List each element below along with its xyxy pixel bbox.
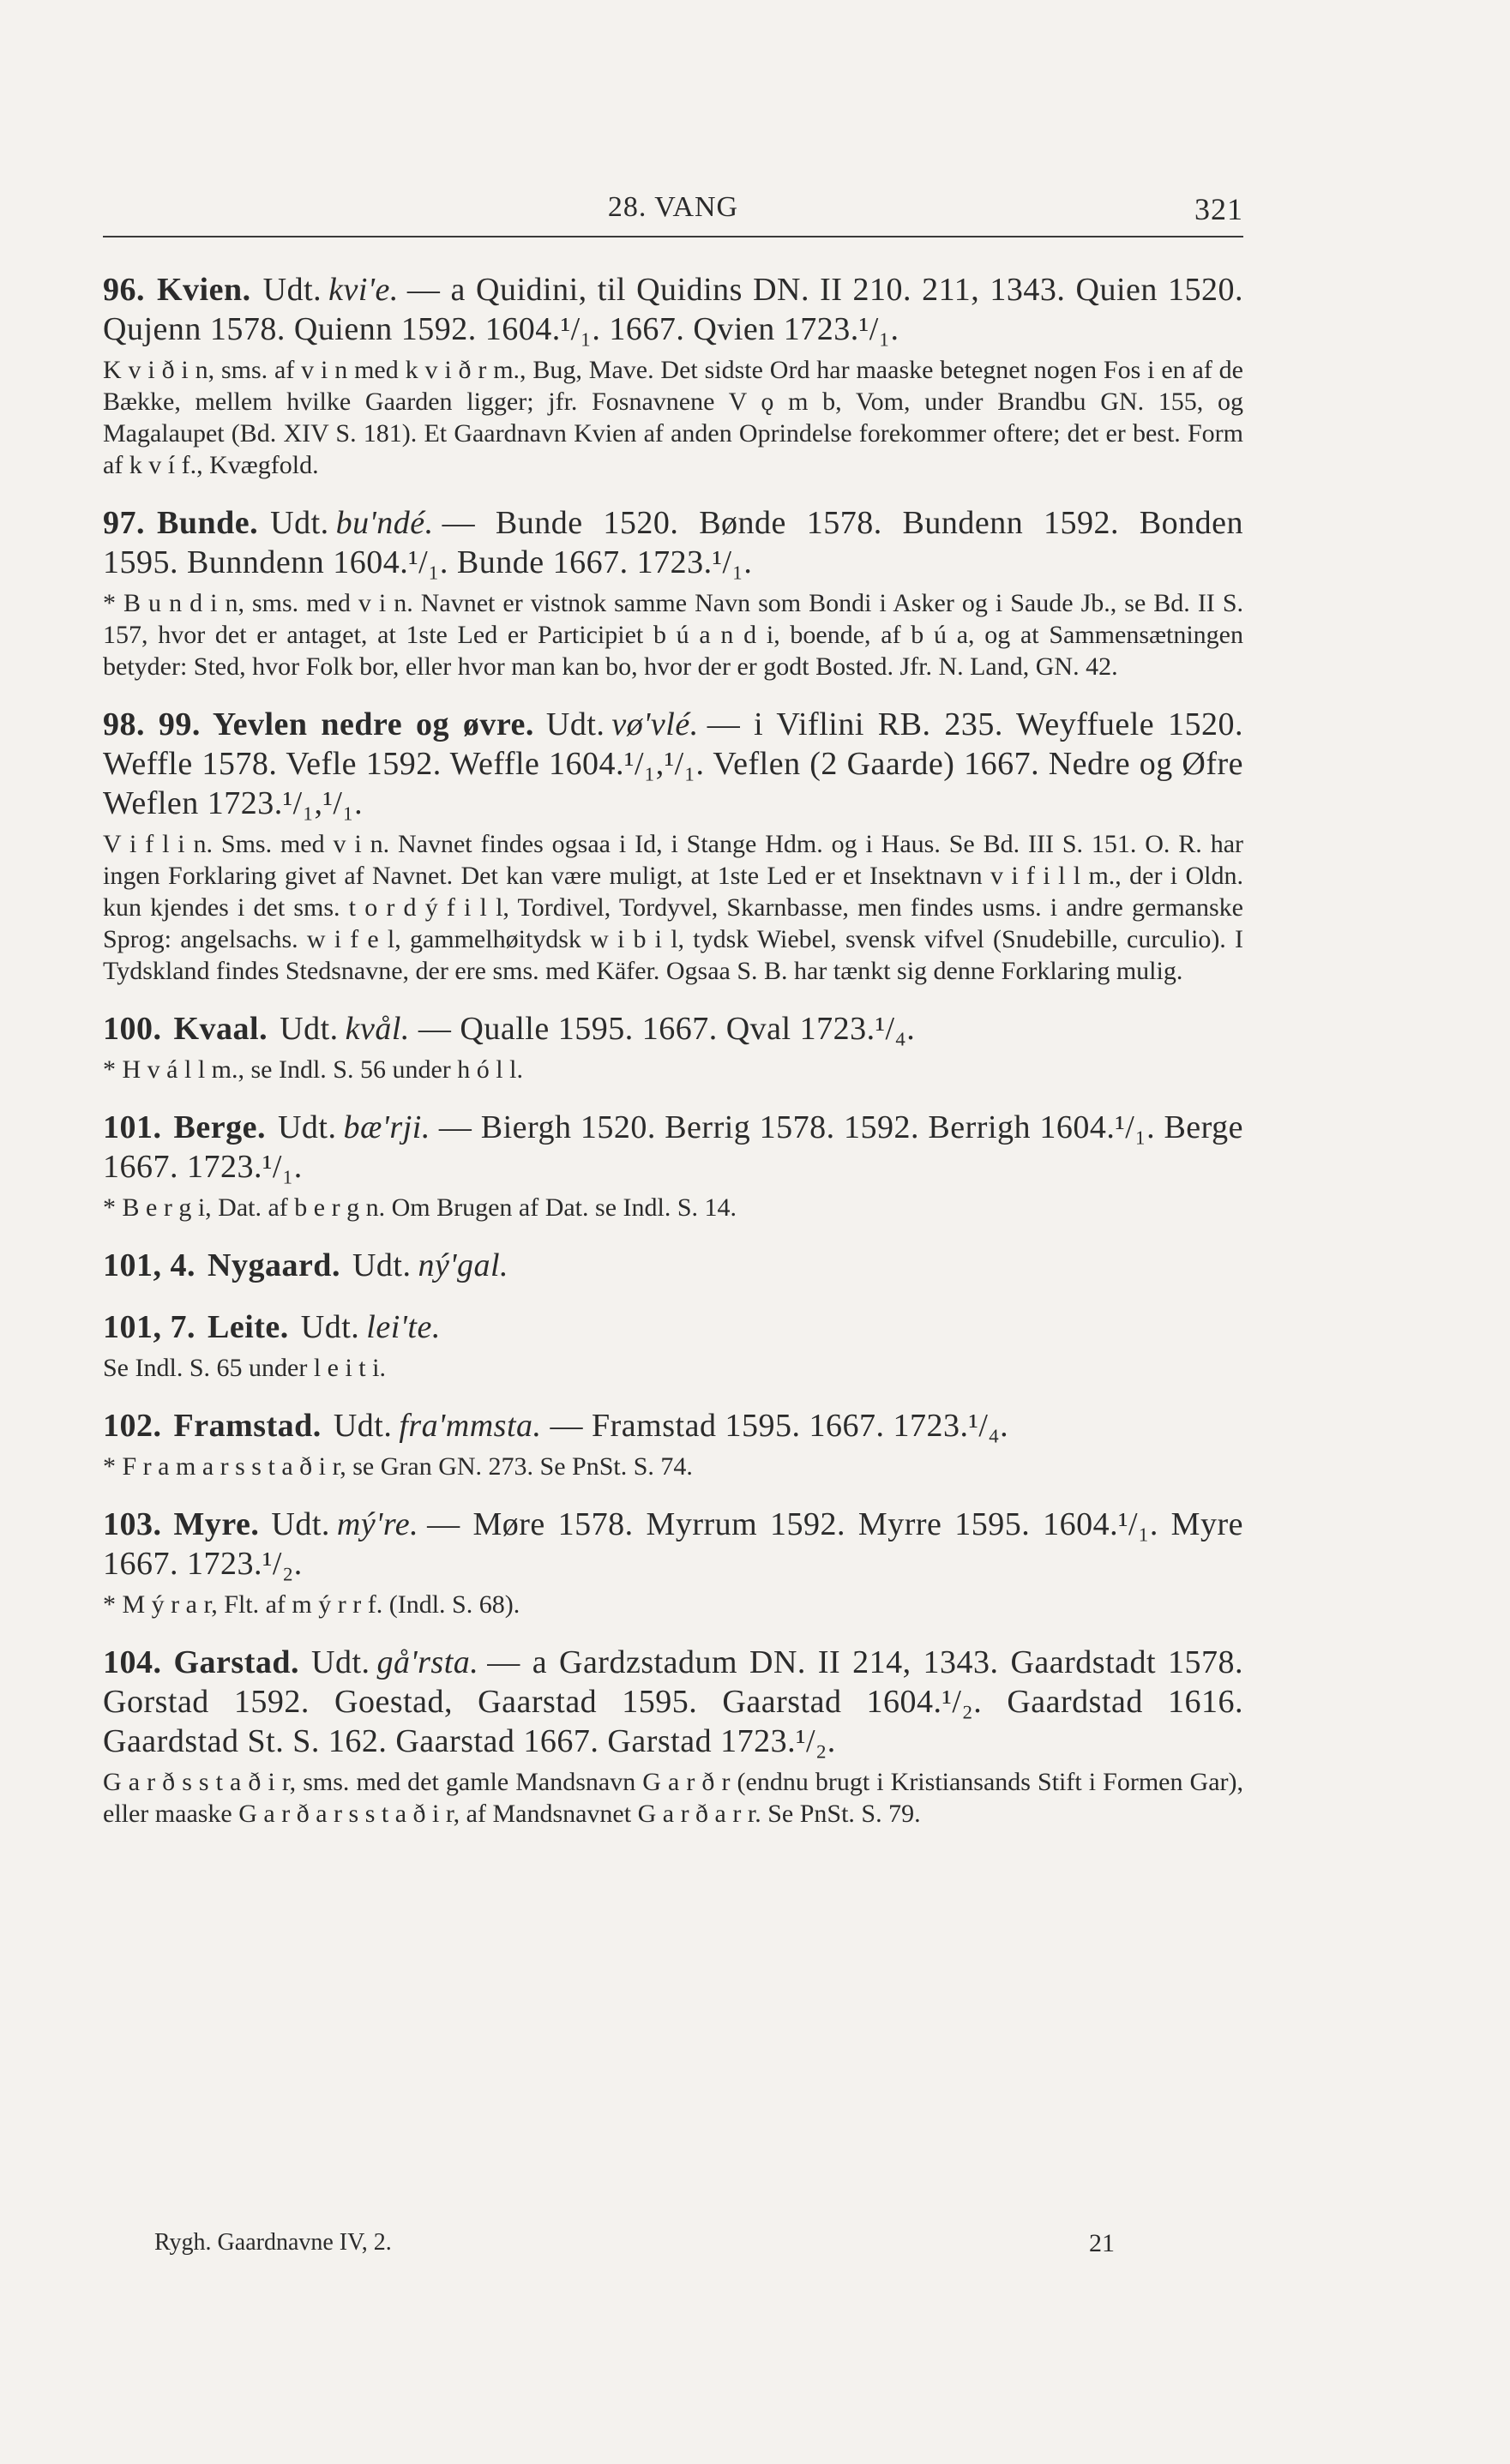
farm-name: Bunde.	[157, 505, 259, 541]
pronunciation: kvål.	[345, 1011, 410, 1047]
entry-head	[103, 1406, 1243, 1445]
historical-forms: — Møre 1578. Myrrum 1592. Myrre 1595. 1604.¹/₁. Myre 1667. 1723.¹/₂.	[103, 1506, 1243, 1582]
entry-head	[103, 270, 1243, 349]
udt-label: Udt.	[311, 1644, 370, 1680]
pronunciation: vø'vlé.	[611, 706, 699, 742]
pronunciation: lei'te.	[366, 1309, 441, 1345]
entry-note: V i f l i n. Sms. med v i n. Navnet findes ogsaa i Id, i Stange Hdm. og i Haus. Se Bd. III S. 151. O. R. har ingen Forklaring givet af Navnet. Det kan være muligt, at 1ste Led er et Insektnavn v i f i l l m., der i Oldn. kun kjendes i det sms. t o r d ý f i l l, Tordivel, Tordyvel, Skarnbasse, men findes usms. i andre germanske Sprog: angelsachs. w i f e l, gammelhøitydsk w i b i l, tydsk Wiebel, svensk vifvel (Snudebille, curculio). I Tydskland findes Stedsnavne, der ere sms. med Käfer. Ogsaa S. B. har tænkt sig denne Forklaring mulig.	[103, 830, 1243, 985]
entry-96	[103, 270, 1243, 481]
page-footer	[154, 2229, 1115, 2257]
entry-head	[103, 503, 1243, 582]
udt-label: Udt.	[545, 706, 605, 742]
udt-label: Udt.	[277, 1109, 337, 1145]
pronunciation: ný'gal.	[418, 1247, 509, 1283]
entry-head	[103, 1246, 1243, 1285]
entry-101-7	[103, 1307, 1243, 1384]
udt-label: Udt.	[271, 1506, 330, 1542]
udt-label: Udt.	[262, 272, 322, 308]
entry-note: * B e r g i, Dat. af b e r g n. Om Brugen af Dat. se Indl. S. 14.	[103, 1193, 737, 1222]
pronunciation: mý're.	[336, 1506, 419, 1542]
running-head	[103, 184, 1243, 237]
entry-list	[103, 270, 1243, 1830]
pronunciation: gå'rsta.	[376, 1644, 479, 1680]
entry-number: 104.	[103, 1644, 162, 1680]
entry-number: 101.	[103, 1109, 162, 1145]
signature-mark: 21	[1089, 2229, 1115, 2257]
entry-101-4	[103, 1246, 1243, 1285]
entry-note: * B u n d i n, sms. med v i n. Navnet er vistnok samme Navn som Bondi i Asker og i Saude Jb., se Bd. II S. 157, hvor det er antaget, at 1ste Led er Participiet b ú a n d i, boende, af b ú a, og at Sammensætningen betyder: Sted, hvor Folk bor, eller hvor man kan bo, hvor der er godt Bosted. Jfr. N. Land, GN. 42.	[103, 589, 1243, 681]
pronunciation: fra'mmsta.	[399, 1408, 542, 1444]
entry-number: 97.	[103, 505, 145, 541]
entry-head	[103, 1009, 1243, 1049]
udt-label: Udt.	[352, 1247, 412, 1283]
entry-number: 98. 99.	[103, 706, 201, 742]
entry-note: * H v á l l m., se Indl. S. 56 under h ó l l.	[103, 1055, 523, 1084]
entry-head	[103, 1108, 1243, 1187]
entry-number: 96.	[103, 272, 145, 308]
farm-name: Berge.	[173, 1109, 266, 1145]
pronunciation: bæ'rji.	[343, 1109, 430, 1145]
page-number: 321	[1194, 192, 1243, 226]
entry-head	[103, 1505, 1243, 1584]
historical-forms: — Biergh 1520. Berrig 1578. 1592. Berrigh 1604.¹/₁. Berge 1667. 1723.¹/₁.	[103, 1109, 1243, 1185]
entry-number: 100.	[103, 1011, 162, 1047]
entry-head	[103, 1307, 1243, 1347]
historical-forms: — a Quidini, til Quidins DN. II 210. 211, 1343. Quien 1520. Qujenn 1578. Quienn 1592. 1604.¹/₁. 1667. Qvien 1723.¹/₁.	[103, 272, 1243, 347]
entry-note: Se Indl. S. 65 under l e i t i.	[103, 1354, 386, 1382]
udt-label: Udt.	[280, 1011, 339, 1047]
entry-102	[103, 1406, 1243, 1482]
historical-forms: — Framstad 1595. 1667. 1723.¹/₄.	[550, 1408, 1009, 1444]
entry-97	[103, 503, 1243, 682]
entry-98-99	[103, 705, 1243, 987]
farm-name: Leite.	[208, 1309, 289, 1345]
page-title: 28. VANG	[607, 191, 739, 223]
pronunciation: kvi'e.	[328, 272, 399, 308]
udt-label: Udt.	[270, 505, 329, 541]
entry-note: * M ý r a r, Flt. af m ý r r f. (Indl. S. 68).	[103, 1590, 520, 1619]
entry-number: 103.	[103, 1506, 162, 1542]
entry-number: 101, 4.	[103, 1247, 196, 1283]
entry-101	[103, 1108, 1243, 1223]
historical-forms: — Bunde 1520. Bønde 1578. Bundenn 1592. Bonden 1595. Bunndenn 1604.¹/₁. Bunde 1667. 1723.¹/₁.	[103, 505, 1243, 580]
historical-forms: — Qualle 1595. 1667. Qval 1723.¹/₄.	[418, 1011, 916, 1047]
farm-name: Yevlen nedre og øvre.	[212, 706, 534, 742]
farm-name: Framstad.	[173, 1408, 322, 1444]
entry-number: 101, 7.	[103, 1309, 196, 1345]
entry-103	[103, 1505, 1243, 1620]
entry-number: 102.	[103, 1408, 162, 1444]
pronunciation: bu'ndé.	[335, 505, 434, 541]
farm-name: Nygaard.	[208, 1247, 340, 1283]
entry-note: * F r a m a r s s t a ð i r, se Gran GN. 273. Se PnSt. S. 74.	[103, 1452, 693, 1481]
entry-note: G a r ð s s t a ð i r, sms. med det gamle Mandsnavn G a r ð r (endnu brugt i Kristiansands Stift i Formen Gar), eller maaske G a r ð a r s s t a ð i r, af Mandsnavnet G a r ð a r r. Se PnSt. S. 79.	[103, 1768, 1243, 1828]
udt-label: Udt.	[300, 1309, 360, 1345]
entry-head	[103, 705, 1243, 823]
farm-name: Myre.	[173, 1506, 260, 1542]
historical-forms: — i Viflini RB. 235. Weyffuele 1520. Weffle 1578. Vefle 1592. Weffle 1604.¹/₁,¹/₁. Veflen (2 Gaarde) 1667. Nedre og Øfre Weflen 1723.¹/₁,¹/₁.	[103, 706, 1243, 821]
entry-100	[103, 1009, 1243, 1085]
page-body	[103, 184, 1243, 1852]
udt-label: Udt.	[333, 1408, 393, 1444]
farm-name: Kvaal.	[173, 1011, 268, 1047]
historical-forms: — a Gardzstadum DN. II 214, 1343. Gaardstadt 1578. Gorstad 1592. Goestad, Gaarstad 1595. Gaarstad 1604.¹/₂. Gaardstad 1616. Gaardstad St. S. 162. Gaarstad 1667. Garstad 1723.¹/₂.	[103, 1644, 1243, 1759]
book-reference: Rygh. Gaardnavne IV, 2.	[154, 2229, 392, 2256]
entry-note: K v i ð i n, sms. af v i n med k v i ð r m., Bug, Mave. Det sidste Ord har maaske betegnet nogen Fos i en af de Bække, mellem hvilke Gaarden ligger; jfr. Fosnavnene V ǫ m b, Vom, under Brandbu GN. 155, og Magalaupet (Bd. XIV S. 181). Et Gaardnavn Kvien af anden Oprindelse forekommer oftere; det er best. Form af k v í f., Kvægfold.	[103, 356, 1243, 479]
farm-name: Kvien.	[157, 272, 251, 308]
entry-104	[103, 1643, 1243, 1830]
farm-name: Garstad.	[173, 1644, 299, 1680]
entry-head	[103, 1643, 1243, 1761]
